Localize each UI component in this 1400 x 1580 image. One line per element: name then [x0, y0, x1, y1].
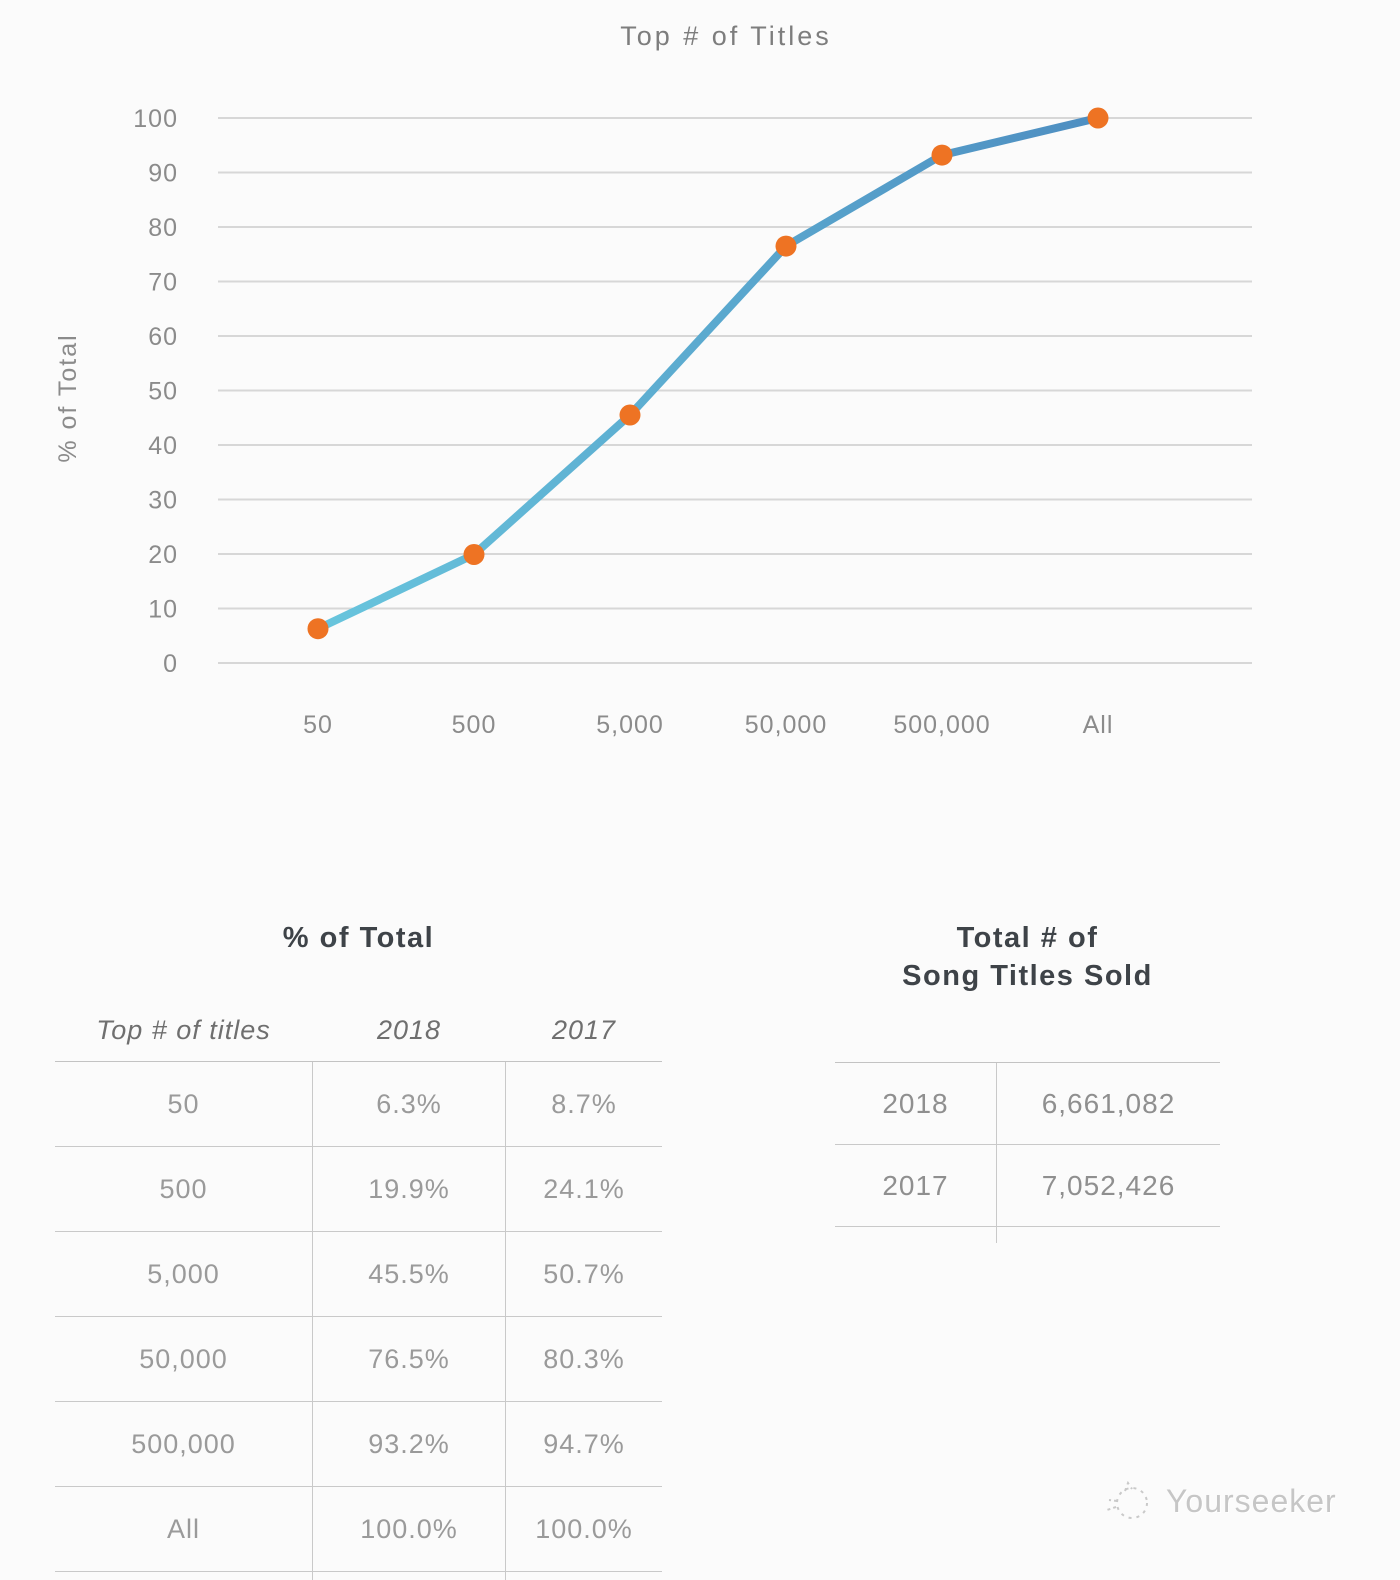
data-point	[1088, 108, 1109, 129]
table-body	[835, 1062, 1220, 1243]
percent-of-total-title: % of Total	[282, 922, 435, 954]
table-cell: 5,000	[147, 1258, 220, 1289]
table-cell: 45.5%	[312, 1232, 506, 1316]
column-header-top-titles: Top # of titles	[96, 1015, 271, 1045]
x-tick-label: 50	[303, 711, 333, 739]
y-tick-label: 90	[148, 159, 178, 188]
table-cell: 7,052,426	[1041, 1169, 1176, 1201]
x-tick-label: 5,000	[596, 711, 664, 739]
x-tick-label: 500,000	[893, 711, 991, 739]
y-tick-label: 80	[148, 214, 178, 242]
table-row	[835, 1063, 1220, 1145]
table-row	[835, 1145, 1220, 1227]
table-cell: 19.9%	[312, 1147, 506, 1231]
table-row	[55, 1487, 662, 1572]
watermark-text: Yourseeker	[1166, 1482, 1337, 1519]
table-cell: 100.0%	[535, 1513, 633, 1544]
table-cell: 94.7%	[543, 1428, 625, 1459]
y-tick-label: 60	[148, 323, 178, 351]
table-cell: 500,000	[131, 1428, 236, 1459]
table-row	[55, 1062, 662, 1147]
table-cell: 50.7%	[543, 1258, 625, 1289]
y-tick-label: 70	[148, 268, 178, 297]
data-point	[932, 145, 953, 166]
chart-title: Top # of Titles	[620, 21, 832, 51]
total-sold-title-line1: Total # of	[956, 922, 1099, 954]
grid-layer	[133, 105, 1252, 739]
y-tick-label: 40	[148, 432, 178, 460]
table-cell: 2018	[835, 1063, 997, 1144]
data-point	[776, 236, 797, 257]
y-tick-label: 20	[148, 541, 178, 569]
table-cell: 100.0%	[312, 1487, 506, 1571]
table-body	[55, 1062, 662, 1572]
table-cell: 76.5%	[312, 1317, 506, 1401]
table-cell: All	[166, 1513, 200, 1544]
table-cell: 50	[167, 1088, 200, 1119]
table-cell: 6,661,082	[1041, 1087, 1176, 1119]
x-tick-label: 500	[451, 711, 497, 739]
y-tick-label: 10	[148, 595, 178, 624]
y-tick-label: 30	[148, 486, 178, 515]
table-row	[55, 1147, 662, 1232]
y-tick-label: 50	[148, 377, 178, 406]
data-point	[308, 618, 329, 639]
table-tail-rule	[835, 1227, 1220, 1243]
table-cell: 500	[159, 1173, 208, 1204]
table-row	[55, 1232, 662, 1317]
table-tail-rule	[55, 1572, 662, 1580]
total-sold-title-line2: Song Titles Sold	[902, 960, 1153, 992]
y-tick-label: 0	[163, 650, 178, 678]
data-line-2018	[318, 118, 1098, 629]
watermark	[1103, 1474, 1337, 1528]
table-cell: 24.1%	[543, 1173, 625, 1204]
table-cell: 2017	[835, 1145, 997, 1226]
percent-of-total-table	[55, 905, 662, 1580]
table-cell: 8.7%	[551, 1088, 617, 1119]
table-cell: 50,000	[139, 1343, 228, 1374]
x-tick-label: 50,000	[744, 711, 828, 739]
column-header-2017: 2017	[551, 1015, 617, 1045]
table-cell: 6.3%	[312, 1062, 506, 1146]
column-header-2018: 2018	[376, 1015, 442, 1045]
data-point	[464, 544, 485, 565]
table-cell: 93.2%	[312, 1402, 506, 1486]
table-row	[55, 1402, 662, 1487]
x-tick-label: All	[1082, 711, 1114, 739]
yourseeker-sketch-icon	[1103, 1474, 1157, 1528]
data-point	[620, 405, 641, 426]
table-cell: 80.3%	[543, 1343, 625, 1374]
y-axis-title: % of Total	[54, 333, 82, 463]
series-layer	[308, 108, 1109, 640]
table-row	[55, 1317, 662, 1402]
table-header-row	[55, 1000, 662, 1062]
y-tick-label: 100	[133, 105, 178, 133]
